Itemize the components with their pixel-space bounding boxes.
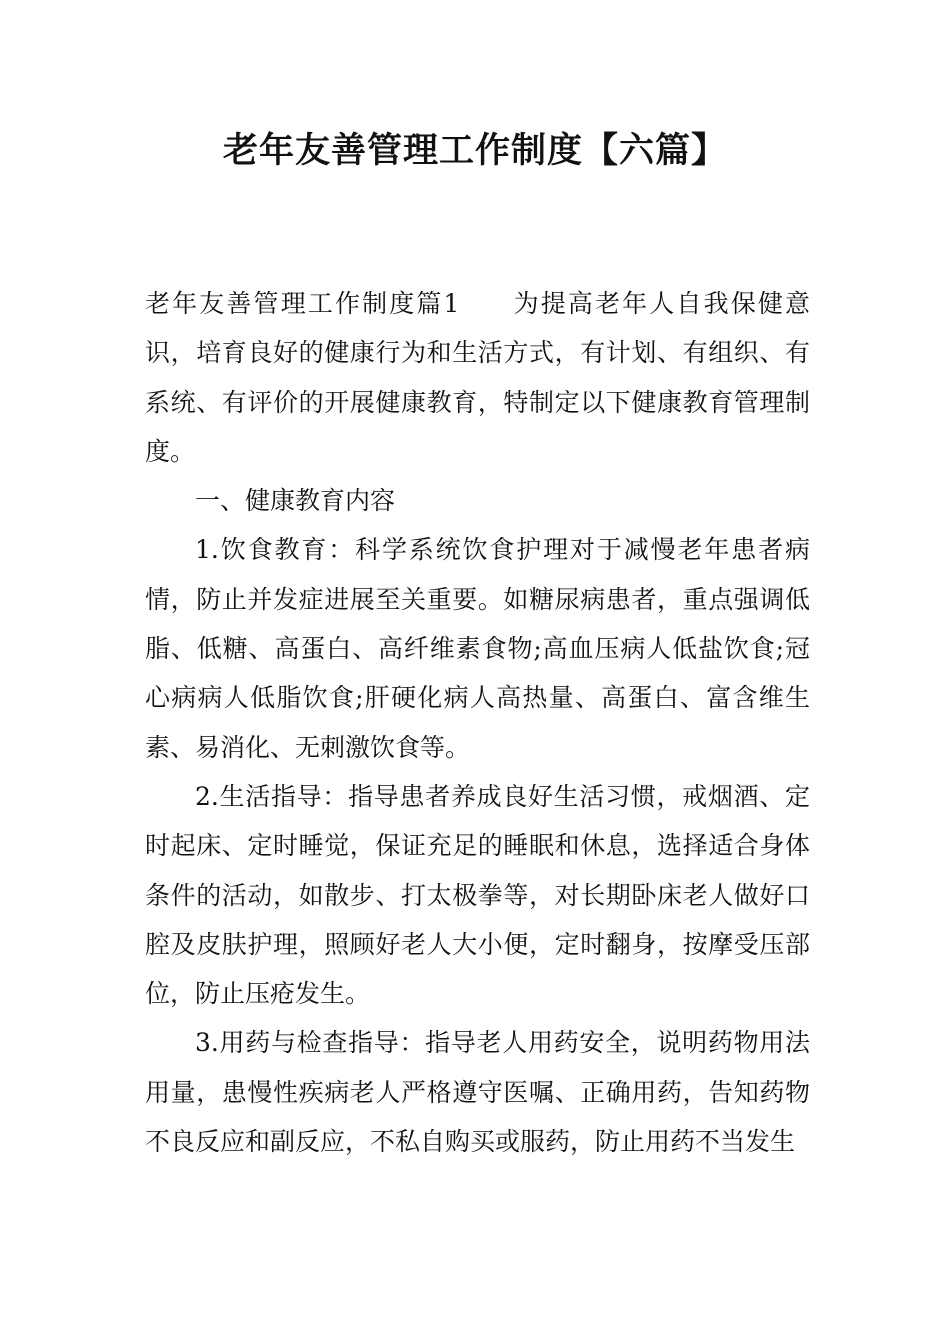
document-body bbox=[145, 279, 810, 1166]
section-heading: 一、健康教育内容 bbox=[195, 486, 396, 516]
intro-paragraph bbox=[145, 279, 810, 476]
intro-label: 老年友善管理工作制度篇1 bbox=[145, 289, 460, 318]
paragraph-life: 2.生活指导：指导患者养成良好生活习惯，戒烟酒、定时起床、定时睡觉，保证充足的睡眠和休息，选择适合身体条件的活动，如散步、打太极拳等，对长期卧床老人做好口腔及皮肤护理，照顾好老人大小便，定时翻身，按摩受压部位，防止压疮发生。 bbox=[145, 781, 810, 1009]
document-title: 老年友善管理工作制度【六篇】 bbox=[222, 131, 727, 171]
paragraph-diet: 1.饮食教育：科学系统饮食护理对于减慢老年患者病情，防止并发症进展至关重要。如糖尿病患者，重点强调低脂、低糖、高蛋白、高纤维素食物;高血压病人低盐饮食;冠心病病人低脂饮食;肝硬化病人高热量、高蛋白、富含维生素、易消化、无刺激饮食等。 bbox=[145, 535, 810, 762]
intro-text: 为提高老年人自我保健意识，培育良好的健康行为和生活方式，有计划、有组织、有系统、有评价的开展健康教育，特制定以下健康教育管理制度。 bbox=[145, 289, 810, 466]
paragraph-medication: 3.用药与检查指导：指导老人用药安全，说明药物用法用量，患慢性疾病老人严格遵守医嘱、正确用药，告知药物不良反应和副反应，不私自购买或服药，防止用药不当发生 bbox=[145, 1028, 810, 1157]
